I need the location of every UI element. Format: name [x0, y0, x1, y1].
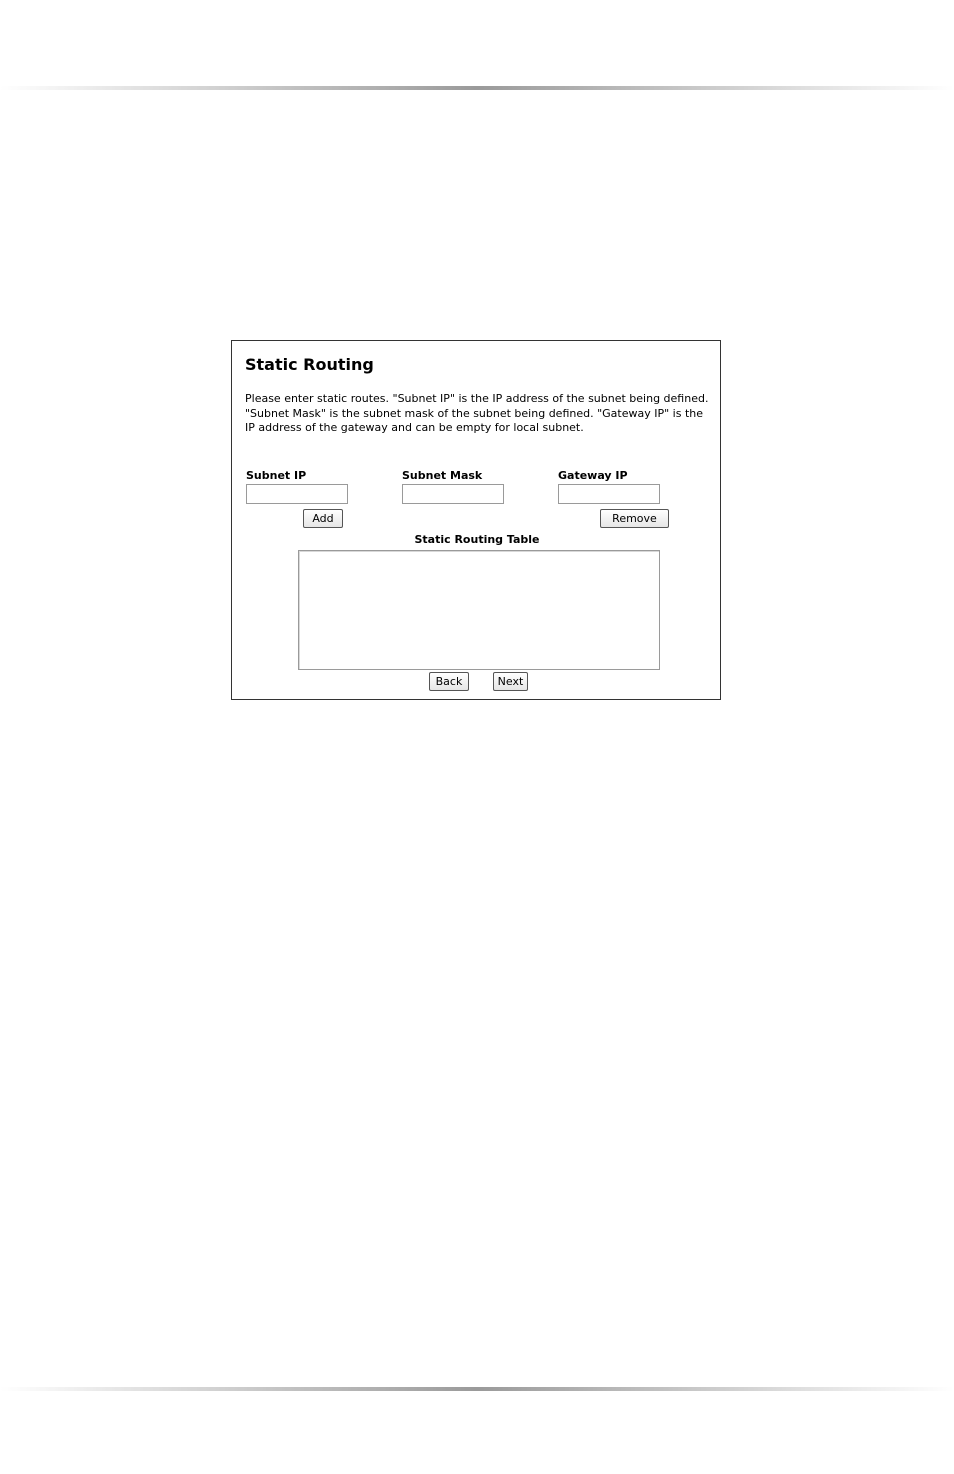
gateway-ip-label: Gateway IP — [558, 469, 628, 482]
add-button[interactable]: Add — [303, 509, 343, 528]
gateway-ip-input[interactable] — [558, 484, 660, 504]
header-divider — [0, 86, 954, 90]
back-button[interactable]: Back — [429, 672, 469, 691]
instructions-text: Please enter static routes. "Subnet IP" is the IP address of the subnet being defined. "Subnet Mask" is the subnet mask of the subnet being defined. "Gateway IP" is the IP address of the gateway and can be empty for local subnet. — [245, 392, 709, 434]
next-button[interactable]: Next — [493, 672, 528, 691]
footer-divider — [0, 1387, 954, 1391]
page-title: Static Routing — [245, 355, 374, 374]
subnet-ip-label: Subnet IP — [246, 469, 307, 482]
routing-table-list[interactable] — [298, 550, 660, 670]
routing-table-caption: Static Routing Table — [414, 533, 540, 546]
subnet-ip-input[interactable] — [246, 484, 348, 504]
subnet-mask-input[interactable] — [402, 484, 504, 504]
remove-button[interactable]: Remove — [600, 509, 669, 528]
subnet-mask-label: Subnet Mask — [402, 469, 483, 482]
static-routing-panel — [231, 340, 721, 700]
